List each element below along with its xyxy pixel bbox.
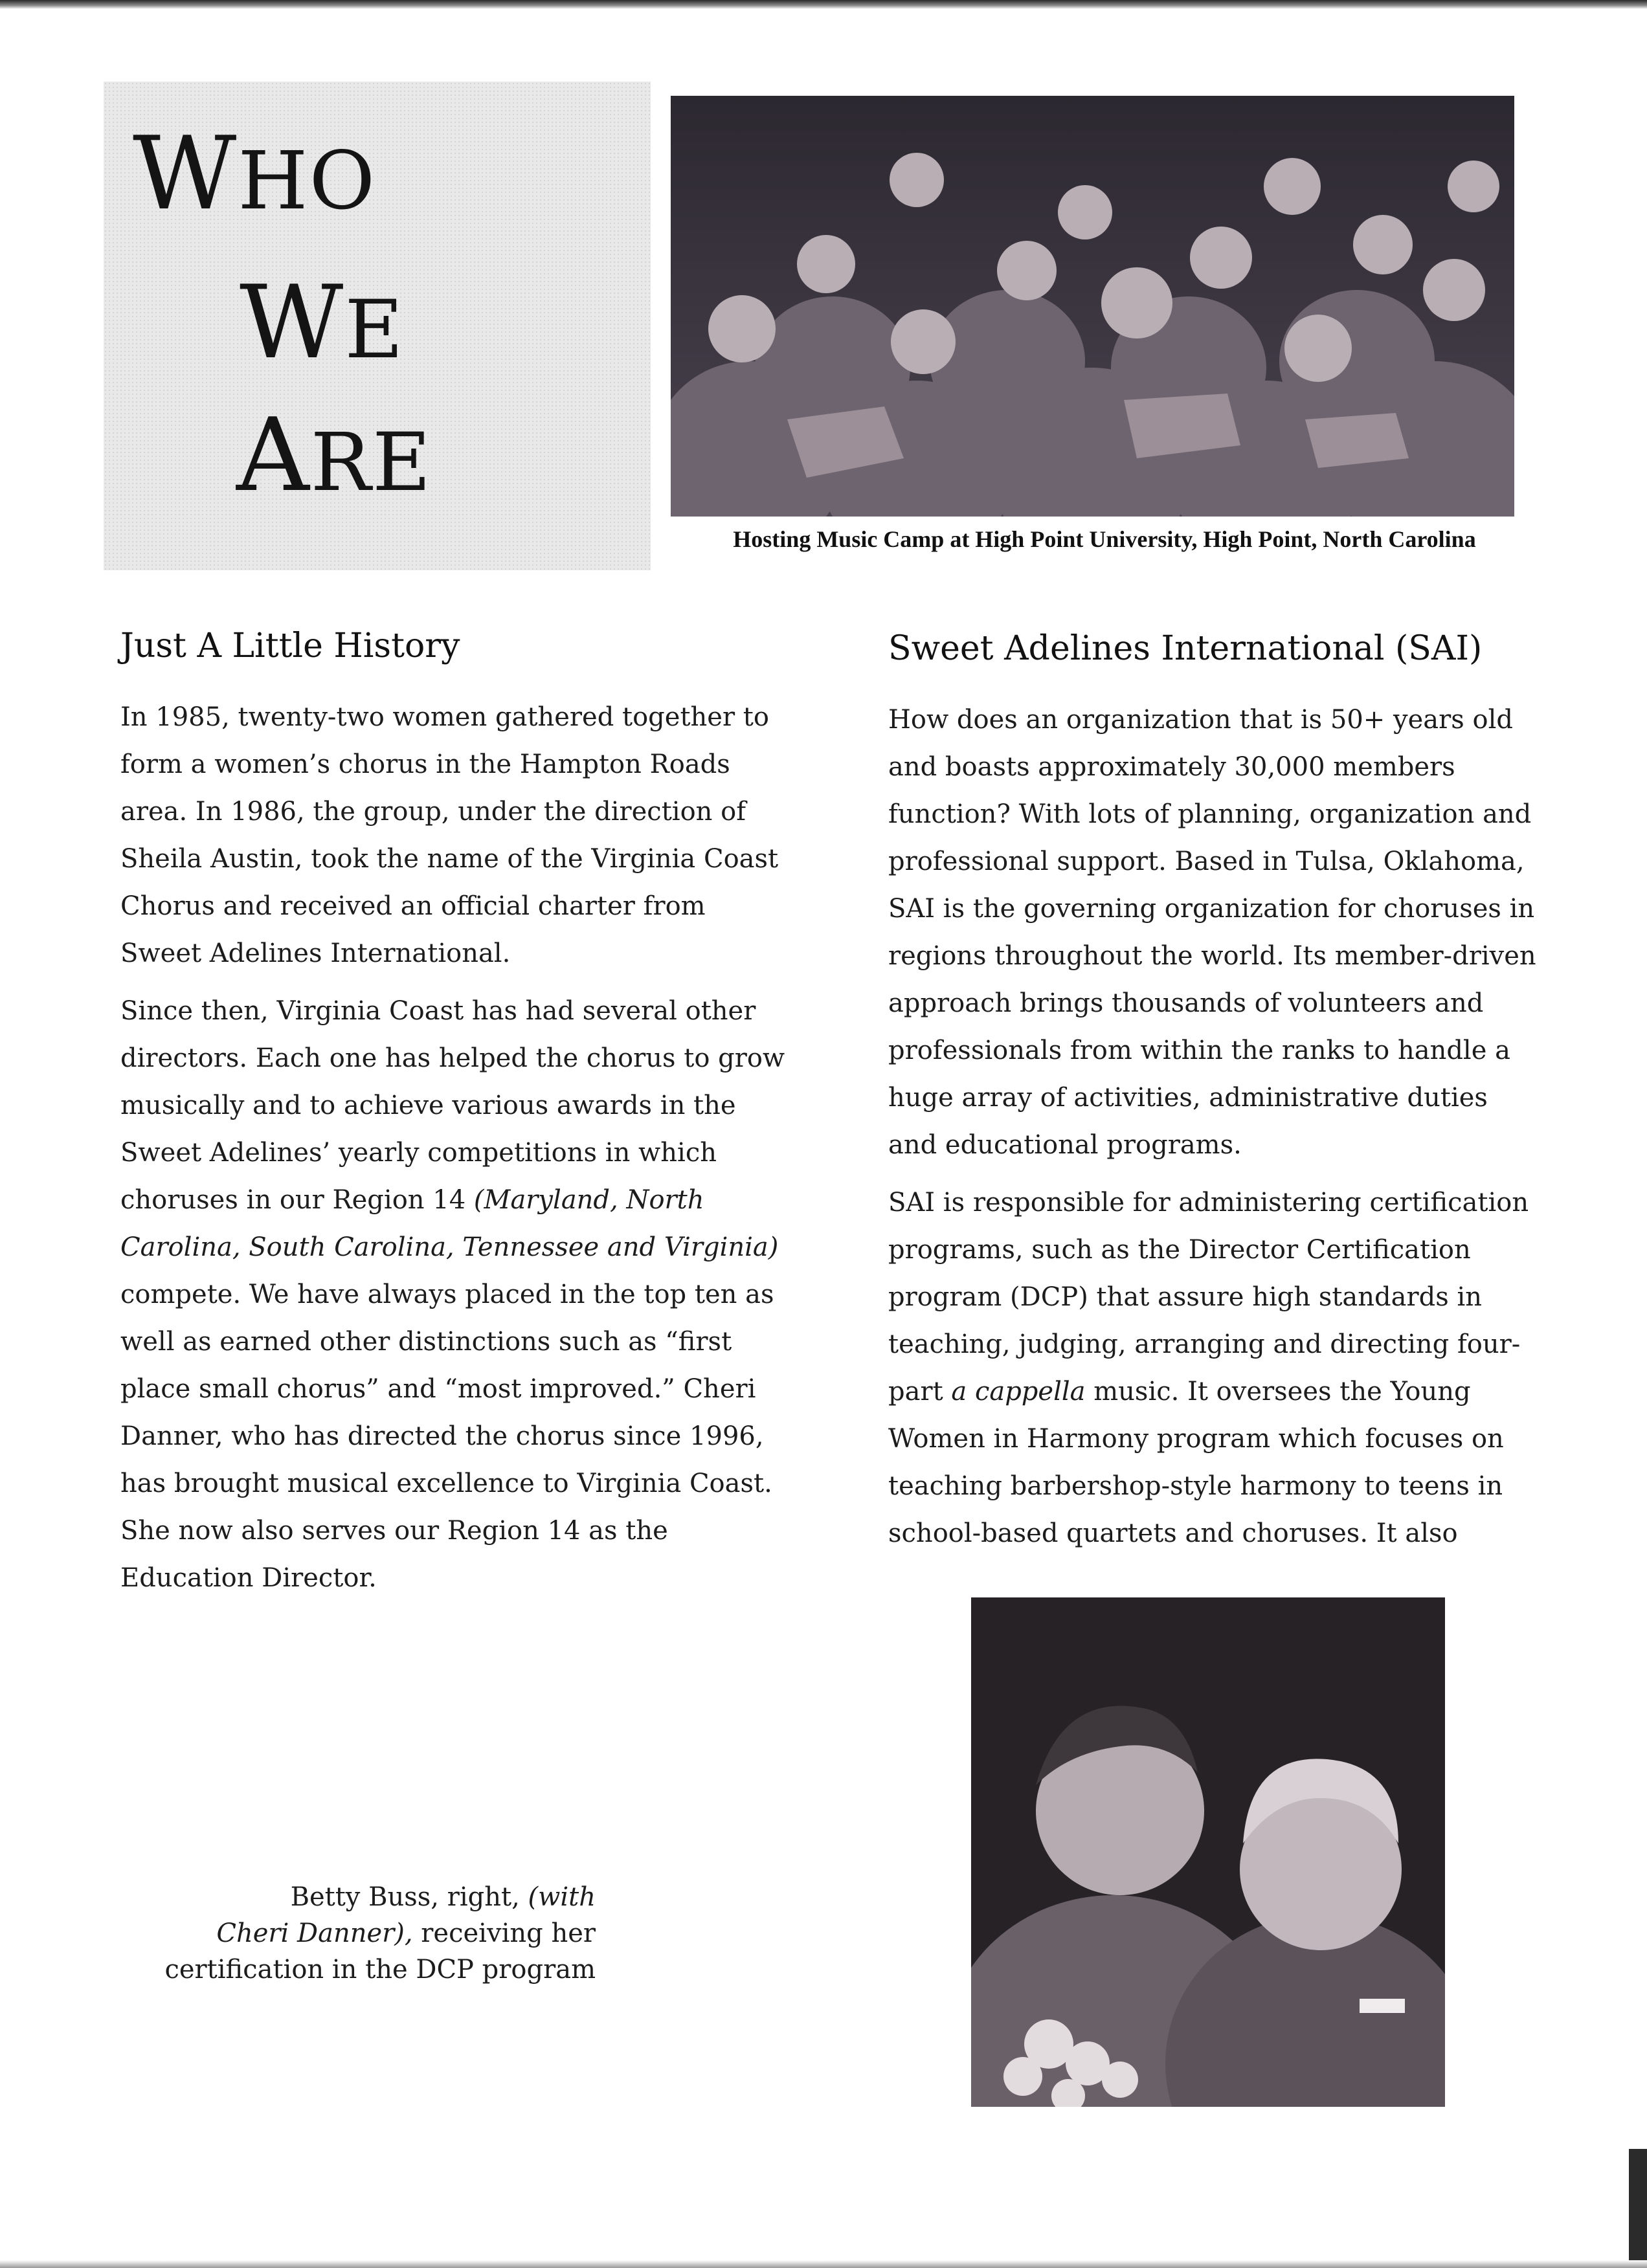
- scan-edge-bottom: [0, 2260, 1647, 2268]
- history-paragraph-2: Since then, Virginia Coast has had several other directors. Each one has helped the chorus to grow musically and to achieve various awards in the Sweet Adelines’ yearly competitions in which choruses in our Region 14 (Maryland, North Carolina, South Carolina, Tennessee and Virginia) compete. We have always placed in the top ten as well as earned other distinctions such as “first place small chorus” and “most improved.” Cheri Danner, who has directed the chorus since 1996, has brought musical excellence to Virginia Coast. She now also serves our Region 14 as the Education Director.: [120, 996, 785, 1593]
- history-heading: Just A Little History: [120, 627, 460, 665]
- sai-body: [888, 696, 1542, 1568]
- scan-edge-right: [1629, 2149, 1647, 2268]
- page-title-line-1: WHO: [133, 115, 377, 232]
- sai-heading: Sweet Adelines International (SAI): [888, 629, 1483, 668]
- caption-line-2: Cheri Danner), receiving her: [216, 1918, 596, 1948]
- history-paragraph-1: In 1985, twenty-two women gathered together to form a women’s chorus in the Hampton Roads area. In 1986, the group, under the direction of Sheila Austin, took the name of the Virginia Coast Chorus and received an official charter from Sweet Adelines International.: [120, 702, 779, 968]
- bottom-photo-caption: [129, 1879, 596, 1988]
- page-title-line-2: WE: [240, 263, 405, 381]
- certification-photo: [971, 1597, 1445, 2107]
- chorus-group-photo: [671, 96, 1514, 517]
- history-body: [120, 694, 794, 1612]
- scan-edge-top: [0, 0, 1647, 9]
- page-title-line-3: ARE: [236, 396, 432, 514]
- sai-paragraph-1: How does an organization that is 50+ years old and boasts approximately 30,000 members function? With lots of planning, organization and professional support. Based in Tulsa, Oklahoma, SAI is the governing organization for choruses in regions throughout the world. Its member-driven approach brings thousands of volunteers and professionals from within the ranks to handle a huge array of activities, administrative duties and educational programs.: [888, 705, 1536, 1160]
- caption-line-3: certification in the DCP program: [164, 1955, 596, 1984]
- sai-paragraph-2: SAI is responsible for administering certification programs, such as the Director Certification program (DCP) that assure high standards in teaching, judging, arranging and directing four-part a cappella music. It oversees the Young Women in Harmony program which focuses on teaching barbershop-style harmony to teens in school-based quartets and choruses. It also: [888, 1188, 1529, 1548]
- top-photo-caption: Hosting Music Camp at High Point University, High Point, North Carolina: [733, 526, 1476, 552]
- caption-line-1: Betty Buss, right, (with: [290, 1882, 596, 1912]
